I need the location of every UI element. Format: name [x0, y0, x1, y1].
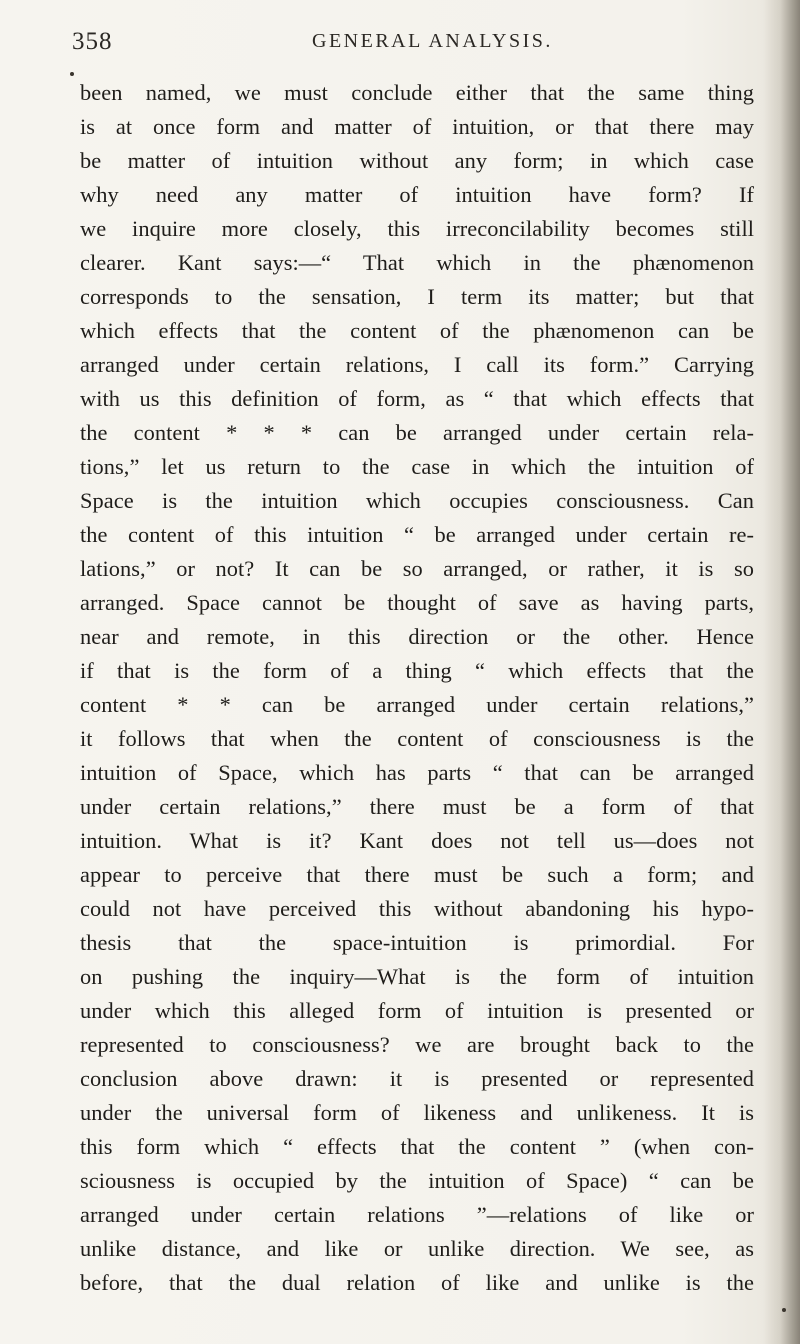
text-line: we inquire more closely, this irreconcilability becomes still	[80, 216, 754, 241]
text-line: the content of this intuition “ be arranged under certain re-	[80, 522, 754, 547]
text-line: it follows that when the content of consciousness is the	[80, 726, 754, 751]
text-line: represented to consciousness? we are brought back to the	[80, 1032, 754, 1057]
text-line: tions,” let us return to the case in which the intuition of	[80, 454, 754, 479]
text-line: sciousness is occupied by the intuition of Space) “ can be	[80, 1168, 754, 1193]
text-line: intuition. What is it? Kant does not tell us—does not	[80, 828, 754, 853]
text-line: this form which “ effects that the content ” (when con-	[80, 1134, 754, 1159]
text-line: conclusion above drawn: it is presented or represented	[80, 1066, 754, 1091]
text-line: before, that the dual relation of like and unlike is the	[80, 1270, 754, 1295]
text-line: is at once form and matter of intuition, or that there may	[80, 114, 754, 139]
running-head	[72, 28, 712, 68]
text-line: been named, we must conclude either that the same thing	[80, 80, 754, 105]
running-title: GENERAL ANALYSIS.	[312, 30, 553, 52]
page-edge-shadow	[764, 0, 800, 1344]
text-line: the content * * * can be arranged under certain rela-	[80, 420, 754, 445]
text-line: under certain relations,” there must be a form of that	[80, 794, 754, 819]
page-number: 358	[72, 28, 113, 55]
text-line: arranged under certain relations, I call its form.” Carrying	[80, 352, 754, 377]
text-line: clearer. Kant says:—“ That which in the phænomenon	[80, 250, 754, 275]
text-line: content * * can be arranged under certain relations,”	[80, 692, 754, 717]
text-line: if that is the form of a thing “ which effects that the	[80, 658, 754, 683]
text-line: arranged. Space cannot be thought of save as having parts,	[80, 590, 754, 615]
text-line: could not have perceived this without abandoning his hypo-	[80, 896, 754, 921]
text-line: intuition of Space, which has parts “ that can be arranged	[80, 760, 754, 785]
text-line: near and remote, in this direction or the other. Hence	[80, 624, 754, 649]
text-line: on pushing the inquiry—What is the form of intuition	[80, 964, 754, 989]
text-line: thesis that the space-intuition is primordial. For	[80, 930, 754, 955]
text-line: unlike distance, and like or unlike direction. We see, as	[80, 1236, 754, 1261]
body-text	[80, 76, 754, 1306]
text-line: with us this definition of form, as “ that which effects that	[80, 386, 754, 411]
text-line: appear to perceive that there must be such a form; and	[80, 862, 754, 887]
text-line: under the universal form of likeness and unlikeness. It is	[80, 1100, 754, 1125]
text-line: arranged under certain relations ”—relations of like or	[80, 1202, 754, 1227]
text-line: lations,” or not? It can be so arranged, or rather, it is so	[80, 556, 754, 581]
text-line: be matter of intuition without any form; in which case	[80, 148, 754, 173]
text-line: corresponds to the sensation, I term its matter; but that	[80, 284, 754, 309]
text-line: which effects that the content of the phænomenon can be	[80, 318, 754, 343]
text-line: why need any matter of intuition have form? If	[80, 182, 754, 207]
text-line: Space is the intuition which occupies consciousness. Can	[80, 488, 754, 513]
print-speck	[70, 72, 74, 76]
text-line: under which this alleged form of intuition is presented or	[80, 998, 754, 1023]
print-speck	[782, 1308, 786, 1312]
